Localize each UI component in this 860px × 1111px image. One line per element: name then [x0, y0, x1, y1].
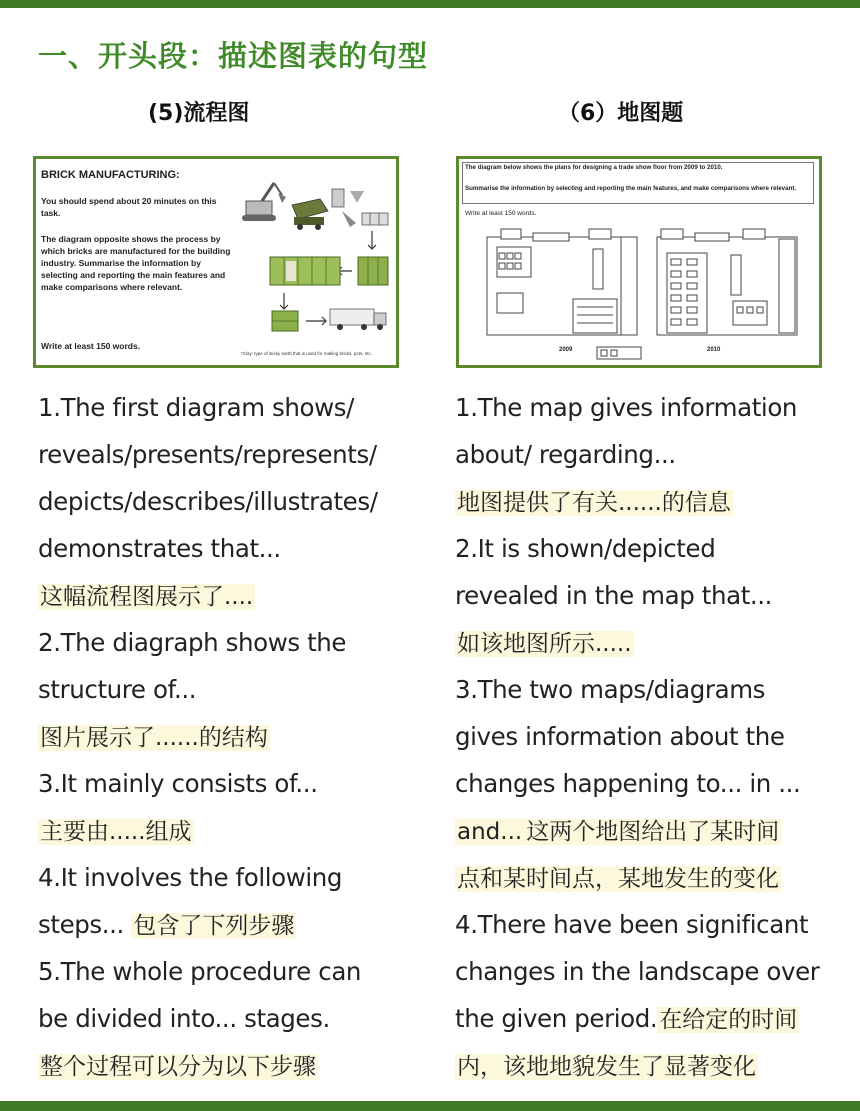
phrase-line: [38, 574, 418, 621]
map-figure-task: The diagram below shows the plans for designing a trade show floor from 2009 to 2010.: [465, 164, 723, 171]
floor-plan-maps: [461, 223, 821, 363]
phrase-line: steps... 包含了下列步骤: [38, 910, 295, 939]
brick-figure-instruction: You should spend about 20 minutes on this task.: [41, 196, 217, 218]
mould-icon: [362, 213, 388, 225]
phrase-line: [455, 480, 840, 527]
brick-figure-task: The diagram opposite shows the process by which bricks are manufactured for the building industry. Summarise the information by selecting and reporting the main features and make comparisons where relevant.: [41, 234, 231, 292]
chinese-translation: 这幅流程图展示了....: [40, 584, 254, 610]
chinese-translation: 这两个地图给出了某时间: [526, 819, 780, 845]
phrase-line: depicts/describes/illustrates/: [38, 487, 378, 516]
bottom-border: [0, 1101, 860, 1111]
phrase-line: 3.The two maps/diagrams: [455, 675, 766, 704]
phrase-line: 1.The map gives information: [455, 393, 798, 422]
top-border: [0, 0, 860, 8]
phrase-line: the given period.在给定的时间: [455, 1004, 798, 1033]
phrase-line: about/ regarding...: [455, 440, 676, 469]
delivery-truck-icon: [330, 309, 386, 330]
phrase-line: be divided into... stages.: [38, 1004, 330, 1033]
phrase-line: [455, 1044, 840, 1091]
drying-oven-icon: [358, 257, 388, 285]
chinese-translation: 包含了下列步骤: [133, 913, 295, 939]
chinese-translation: 内，该地地貌发生了显著变化: [457, 1054, 756, 1080]
brick-process-illustration: [232, 161, 398, 351]
phrase-line: 2.It is shown/depicted: [455, 534, 716, 563]
phrase-line: revealed in the map that...: [455, 581, 773, 610]
phrase-line: [455, 856, 840, 903]
phrase-line: 5.The whole procedure can: [38, 957, 362, 986]
trade-show-map-figure: [456, 156, 822, 368]
brick-figure-note: *Clay: type of sticky earth that is used for making bricks, pots, etc.: [241, 351, 373, 356]
chinese-translation: 图片展示了......的结构: [40, 725, 268, 751]
kiln-icon: [270, 257, 340, 285]
page-title: 一、开头段：描述图表的句型: [38, 39, 429, 73]
brick-manufacturing-figure: [33, 156, 399, 368]
sand-water-icon: [332, 189, 364, 227]
phrase-line: gives information about the: [455, 722, 785, 751]
chinese-translation: 地图提供了有关......的信息: [457, 490, 731, 516]
phrase-line: and... 这两个地图给出了某时间: [457, 819, 780, 845]
phrase-line: [38, 715, 418, 762]
phrase-line: 4.There have been significant: [455, 910, 809, 939]
phrase-line: [38, 1044, 418, 1091]
digger-icon: [242, 183, 286, 221]
chinese-translation: 主要由.....组成: [40, 819, 192, 845]
clay-truck-icon: [292, 199, 328, 230]
map-phrases: [455, 386, 840, 1091]
phrase-line: structure of...: [38, 675, 197, 704]
flowchart-phrases: [38, 386, 418, 1091]
phrase-line: changes in the landscape over: [455, 957, 820, 986]
phrase-line: 2.The diagraph shows the: [38, 628, 347, 657]
chinese-translation: 如该地图所示.....: [457, 631, 632, 657]
chinese-translation: 点和某时间点，某地发生的变化: [457, 866, 779, 892]
phrase-line: demonstrates that...: [38, 534, 281, 563]
chinese-translation: 在给定的时间: [659, 1007, 798, 1033]
map-year-2010: 2010: [707, 347, 721, 353]
map-year-2009: 2009: [559, 347, 573, 353]
phrase-line: 1.The first diagram shows/: [38, 393, 354, 422]
phrase-line: 3.It mainly consists of...: [38, 769, 318, 798]
chinese-translation: 整个过程可以分为以下步骤: [40, 1054, 316, 1080]
packaging-icon: [272, 311, 298, 331]
phrase-line: [38, 809, 418, 856]
brick-figure-wordcount: Write at least 150 words.: [41, 341, 141, 351]
flowchart-heading: (5)流程图: [148, 101, 250, 126]
map-figure-instruction: Summarise the information by selecting and reporting the main features, and make comparisons where relevant.: [465, 185, 797, 192]
phrase-line: reveals/presents/represents/: [38, 440, 377, 469]
brick-figure-title: BRICK MANUFACTURING:: [41, 169, 180, 181]
map-figure-wordcount: Write at least 150 words.: [465, 210, 537, 217]
phrase-line: changes happening to... in ...: [455, 769, 801, 798]
phrase-line: [455, 621, 840, 668]
phrase-line: 4.It involves the following: [38, 863, 343, 892]
map-heading: （6）地图题: [558, 101, 684, 126]
